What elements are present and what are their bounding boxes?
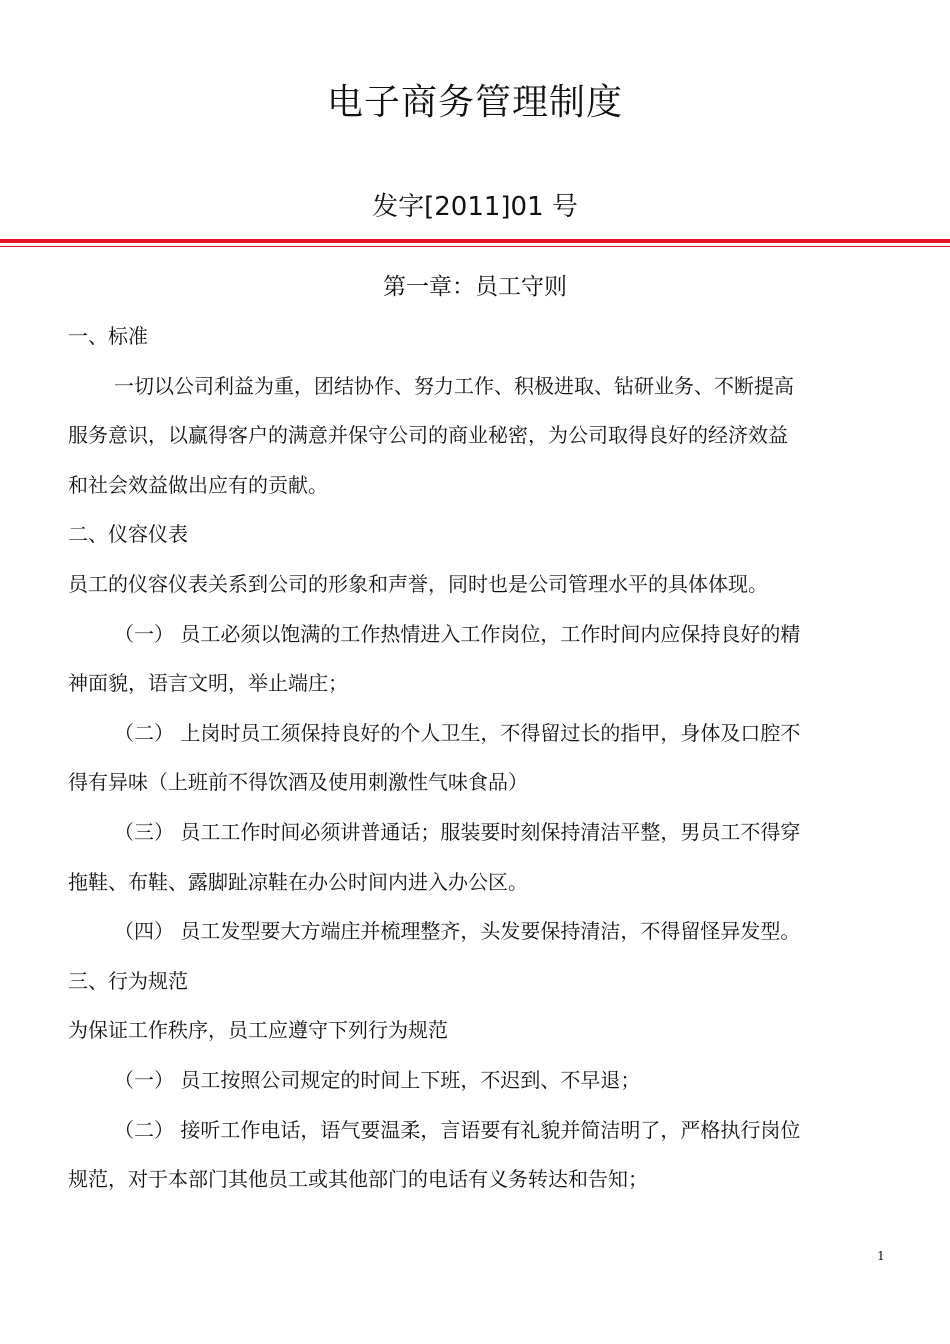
paragraph-line: 为保证工作秩序，员工应遵守下列行为规范: [68, 1018, 448, 1043]
body-text: [68, 312, 883, 1205]
paragraph-line: 服务意识，以赢得客户的满意并保守公司的商业秘密，为公司取得良好的经济效益: [68, 423, 788, 448]
header-rule-thick: [0, 239, 950, 243]
list-item-line: 得有异味（上班前不得饮酒及使用刺激性气味食品）: [68, 770, 528, 795]
paragraph-line: 和社会效益做出应有的贡献。: [68, 472, 328, 497]
document-title: 电子商务管理制度: [326, 82, 623, 123]
list-item-line: 神面貌，语言文明，举止端庄；: [68, 671, 348, 696]
list-item-line: （一） 员工必须以饱满的工作热情进入工作岗位，工作时间内应保持良好的精: [114, 621, 801, 646]
document-number: 发字[2011]01 号: [372, 192, 578, 222]
list-item-line: （四） 员工发型要大方端庄并梳理整齐，头发要保持清洁，不得留怪异发型。: [114, 919, 801, 944]
list-item-line: （三） 员工工作时间必须讲普通话；服装要时刻保持清洁平整，男员工不得穿: [114, 819, 801, 844]
section-heading-appearance: 二、仪容仪表: [68, 522, 188, 547]
list-item-line: （一） 员工按照公司规定的时间上下班，不迟到、不早退；: [114, 1067, 641, 1092]
header-rule-thin: [0, 246, 950, 247]
paragraph-line: 员工的仪容仪表关系到公司的形象和声誉，同时也是公司管理水平的具体体现。: [68, 571, 768, 596]
chapter-heading: 第一章：员工守则: [383, 274, 567, 300]
section-heading-standard: 一、标准: [68, 324, 148, 348]
page-number: 1: [877, 1249, 885, 1263]
list-item-line: 拖鞋、布鞋、露脚趾凉鞋在办公时间内进入办公区。: [68, 869, 528, 894]
list-item-line: （二） 接听工作电话，语气要温柔，言语要有礼貌并简洁明了，严格执行岗位: [114, 1117, 801, 1142]
paragraph-line: 一切以公司利益为重，团结协作、努力工作、积极进取、钻研业务、不断提高: [114, 373, 794, 398]
section-heading-conduct: 三、行为规范: [68, 968, 188, 993]
list-item-line: （二） 上岗时员工须保持良好的个人卫生，不得留过长的指甲，身体及口腔不: [114, 720, 801, 745]
list-item-line: 规范，对于本部门其他员工或其他部门的电话有义务转达和告知；: [68, 1167, 648, 1192]
